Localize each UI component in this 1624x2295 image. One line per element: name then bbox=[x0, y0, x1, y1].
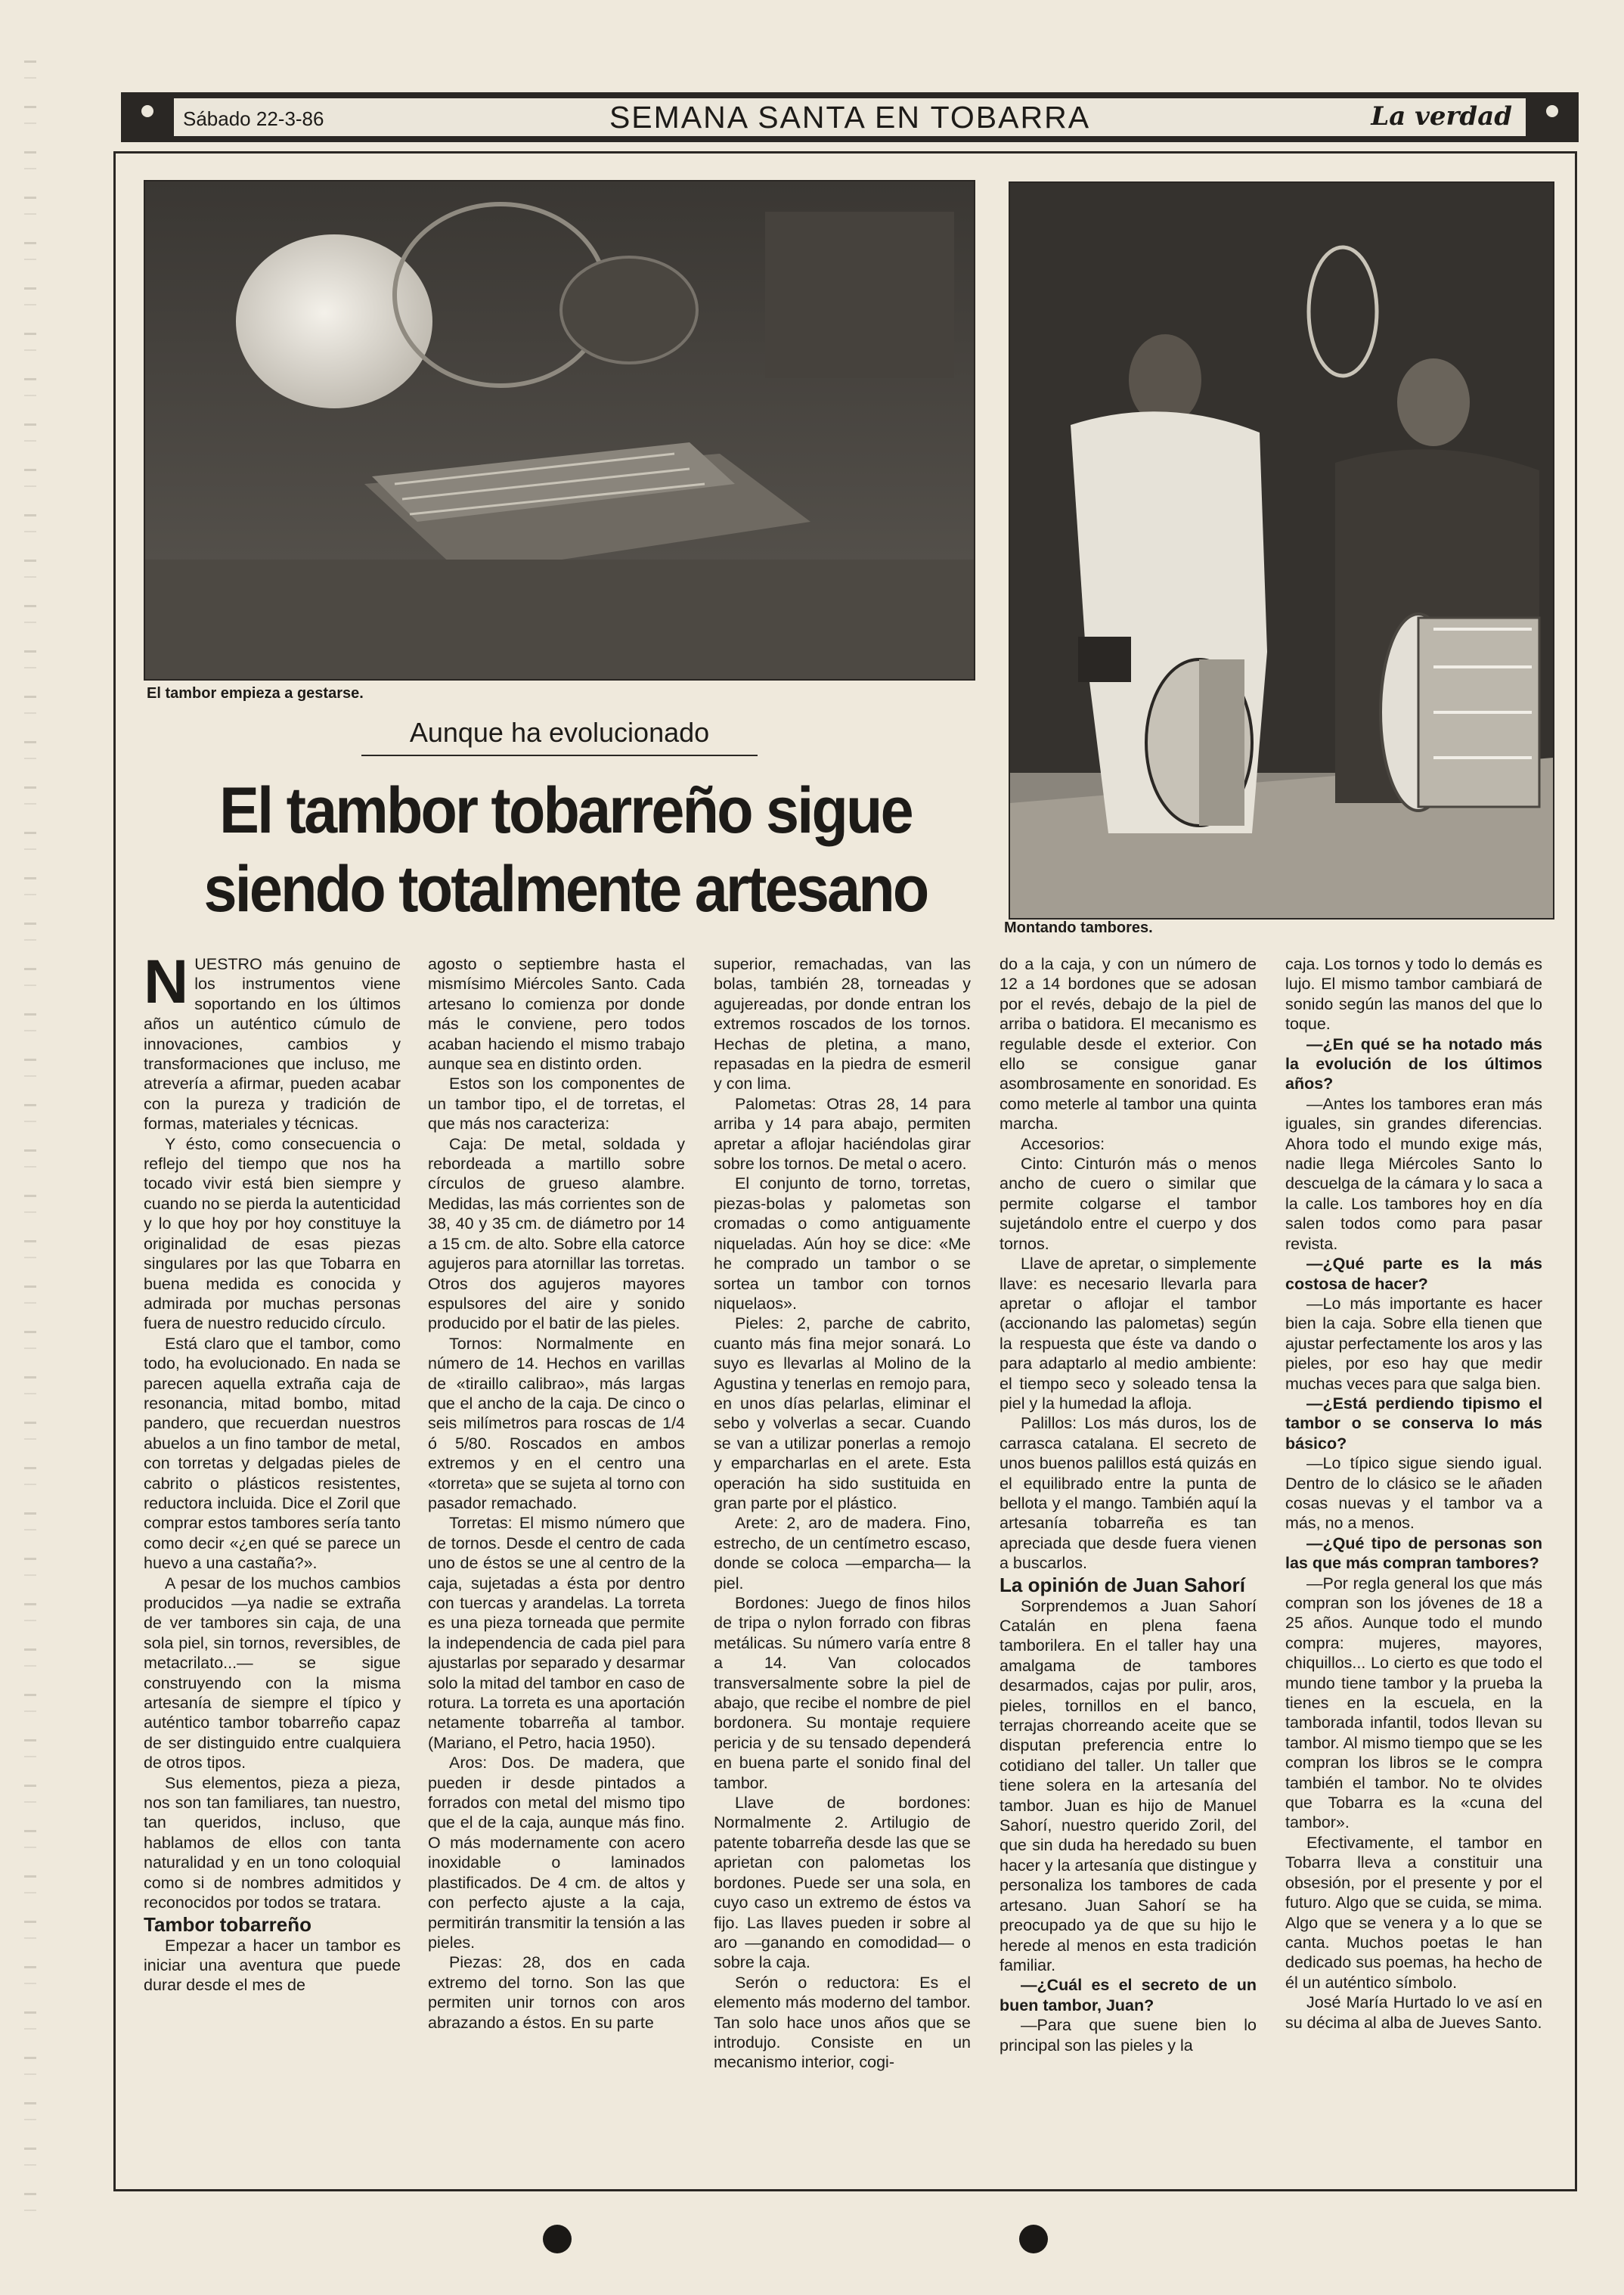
header-section-title: SEMANA SANTA EN TOBARRA bbox=[609, 100, 1091, 135]
paragraph: Bordones: Juego de finos hilos de tripa o nylon forrado con fibras metálicas. Su número varía entre 8 a 14. Van colocados transversalmente sobre la piel de abajo, que recibe el nombre de piel bordonera. Su montaje requiere pericia y de su tensado dependerá en buena parte el sonido final del tambor. bbox=[714, 1594, 971, 1792]
paragraph: Caja: De metal, soldada y rebordeada a martillo sobre círculos de grueso alambre. Medidas, las más corrientes son de 38, 40 y 35 cm. de diámetro por 14 a 15 cm. de alto. Sobre ella catorce agujeros para atornillar las torretas. Otros dos agujeros mayores espulsores del aire y sonido producido por el batir de las pieles. bbox=[428, 1134, 685, 1333]
interview-answer: —Antes los tambores eran más iguales, sin grandes diferencias. Ahora todo el mundo exige más, nadie llega Miércoles Santo lo descuelga de la cámara y lo saca a la calle. Los tambores hoy en día salen todos como para pasar revista. bbox=[1285, 1094, 1542, 1253]
article-column-3 bbox=[714, 954, 971, 2073]
paragraph: agosto o septiembre hasta el mismísimo Miércoles Santo. Cada artesano lo comienza por donde más le conviene, pero todos acaban haciendo el mismo trabajo aunque sea en distinto orden. bbox=[428, 955, 685, 1074]
newspaper-logo: La verdad bbox=[1371, 101, 1512, 132]
paragraph: Tornos: Normalmente en número de 14. Hechos en varillas de «tiraillo calibrao», más largas que el ancho de la caja. De cinco o seis milímetros para roscas de 1/4 ó 5/80. Roscados en ambos extremos y en el centro una «torreta» que se sujeta al torno con pasador remachado. bbox=[428, 1334, 685, 1512]
paragraph: Aros: Dos. De madera, que pueden ir desde pintados a forrados con metal del mismo tipo que el de la caja, aunque más fino. O más modernamente con acero inoxidable o laminados plastificados. De 4 cm. de altos y con perfecto ajuste a la caja, permitirán transmitir la tensión a las pieles. bbox=[428, 1754, 685, 1952]
paragraph: Torretas: El mismo número que de tornos. Desde el centro de cada uno de éstos se une al centro de la caja, sujetadas a ésta por dentro con tuercas y arandelas. La torreta es una pieza torneada que permite la independencia de cada piel para ajustarlas por separado y desarmar solo la mitad del tambor en caso de rotura. La torreta es una aportación netamente tobarreña al tambor. (Mariano, el Petro, hacia 1950). bbox=[428, 1514, 685, 1752]
interview-question bbox=[1285, 1534, 1542, 1574]
subheading-la-opinion: La opinión de Juan Sahorí bbox=[1000, 1573, 1246, 1596]
punch-hole bbox=[543, 2225, 572, 2253]
paragraph: Piezas: 28, dos en cada extremo del torno. Son las que permiten unir tornos con aros abrazando a éstos. En su parte bbox=[428, 1953, 685, 2032]
paragraph: Arete: 2, aro de madera. Fino, estrecho, de un centímetro escaso, donde se coloca —emparcha— la piel. bbox=[714, 1514, 971, 1593]
interview-question bbox=[1285, 1394, 1542, 1453]
paragraph: Y ésto, como consecuencia o reflejo del tiempo que nos ha tocado vivir está bien siempre y cuando no se pierda la autenticidad y lo que hoy por hoy constituye la originalidad de esas piezas singulares por las que Tobarra en buena medida es conocida y admirada por muchas personas fuera de nuestro reducido círculo. bbox=[144, 1134, 401, 1333]
paragraph: Llave de apretar, o simplemente llave: es necesario llevarla para apretar o aflojar el tambor (accionando las palometas) según la respuesta que éste va dando o para adaptarlo al medio ambiente: el tiempo seco y soleado tensa la piel y la humedad la afloja. bbox=[1000, 1254, 1257, 1413]
paragraph: José María Hurtado lo ve así en su décima al alba de Jueves Santo. bbox=[1285, 1993, 1542, 2032]
paragraph: Accesorios: bbox=[1021, 1134, 1105, 1153]
paragraph: El conjunto de torno, torretas, piezas-bolas y palometas son cromadas o como antiguamente niqueladas. Aún hoy se dice: «Me he comprado un tambor o se sortea un tambor con tornos niquelaos». bbox=[714, 1174, 971, 1313]
headline-line-2: siendo totalmente artesano bbox=[203, 853, 928, 926]
paragraph: Sus elementos, pieza a pieza, nos son tan familiares, tan nuestro, tan queridos, incluso, que hablamos de ellos con tanta naturalidad y en un tono coloquial como si de nombres admitidos y reconocidos por todos se tratara. bbox=[144, 1773, 401, 1912]
paragraph-text: UESTRO más genuino de los instrumentos viene soportando en los últimos años un auténtico cúmulo de innovaciones, cambios y transformaciones que incluso, me atrevería a afirmar, pueden acabar con la pureza y tradición de formas, materiales y técnicas. bbox=[144, 955, 401, 1134]
article-headline bbox=[175, 771, 956, 929]
question-text: —¿Cuál es el secreto de un buen tambor, Juan? bbox=[1000, 1976, 1257, 2014]
interview-answer: —Lo típico sigue siendo igual. Dentro de lo clásico se le añaden cosas nuevas y el tambor va a más, no a menos. bbox=[1285, 1454, 1542, 1533]
paragraph: caja. Los tornos y todo lo demás es lujo. El mismo tambor cambiará de sonido según las manos del que lo toque. bbox=[1285, 955, 1542, 1034]
article-column-1 bbox=[144, 947, 401, 1996]
photo-drum-workshop bbox=[144, 180, 975, 681]
interview-question bbox=[1000, 1975, 1257, 2015]
headline-line-1: El tambor tobarreño sigue bbox=[219, 774, 912, 847]
question-text: —¿En qué se ha notado más la evolución de los últimos años? bbox=[1285, 1034, 1542, 1093]
paragraph: Palometas: Otras 28, 14 para arriba y 14 para abajo, permiten apretar a aflojar haciéndolas girar sobre los tornos. De metal o acero. bbox=[714, 1094, 971, 1174]
paragraph: Cinto: Cinturón más o menos ancho de cuero o similar que permite colgarse el tambor sujetándolo entre el cuerpo y dos tornos. bbox=[1000, 1155, 1257, 1253]
paragraph: Pieles: 2, parche de cabrito, cuanto más fina mejor sonará. Lo suyo es llevarlas al Molino de la Agustina y tenerlas en remojo para, en unos días pelarlas, eliminar el sebo y volverlas a secar. Cuando se van a utilizar ponerlas a remojo y emparcharlas en el arete. Esta operación ha sido sustituida en gran parte por el plástico. bbox=[714, 1314, 971, 1512]
question-text: —¿Qué tipo de personas son las que más compran tambores? bbox=[1285, 1534, 1542, 1573]
article-column-5 bbox=[1285, 954, 1542, 2033]
article-kicker: Aunque ha evolucionado bbox=[361, 717, 758, 756]
left-photo-caption: El tambor empieza a gestarse. bbox=[147, 685, 364, 702]
paragraph: Efectivamente, el tambor en Tobarra lleva a constituir una obsesión, por el presente y por el futuro. Algo que se cuida, se mima. Algo que se venera y a lo que se canta. Muchos poetas le han dedicado sus poemas, ha hecho de él un auténtico símbolo. bbox=[1285, 1833, 1542, 1992]
paragraph: Serón o reductora: Es el elemento más moderno del tambor. Tan solo hace unos años que se introdujo. Consiste en un mecanismo interior, cogi- bbox=[714, 1973, 971, 2072]
subheading-tambor-tobarreno: Tambor tobarreño bbox=[144, 1912, 311, 1936]
interview-question bbox=[1285, 1034, 1542, 1094]
paragraph: Está claro que el tambor, como todo, ha evolucionado. En nada se parecen aquella extraña caja de resonancia, mitad bombo, mitad pandero, que recuerdan nuestros abuelos a un fino tambor de metal, con torretas y delgadas pieles de cabrito o plásticos resistentes, reductora incluida. Dice el Zoril que comprar estos tambores sería tanto como decir «¿en qué se parece un huevo a una castaña?». bbox=[144, 1334, 401, 1573]
article-column-4 bbox=[1000, 954, 1257, 2055]
scan-edge-artifact bbox=[24, 60, 36, 2223]
interview-answer: —Para que suene bien lo principal son las pieles y la bbox=[1000, 2016, 1257, 2055]
photo-mounting-drums bbox=[1009, 181, 1554, 920]
drop-cap: N bbox=[144, 947, 189, 1016]
paragraph bbox=[144, 947, 401, 1134]
right-photo-caption: Montando tambores. bbox=[1004, 920, 1153, 936]
paragraph: Estos son los componentes de un tambor tipo, el de torretas, el que más nos caracteriza: bbox=[428, 1075, 685, 1134]
page-header bbox=[121, 92, 1579, 142]
article-column-2 bbox=[428, 954, 685, 2033]
paragraph: Sorprendemos a Juan Sahorí Catalán en plena faena tamborilera. En el taller hay una amalgama de tambores desarmados, cajas por pulir, aros, pieles, tornillos en el banco, terrajas chorreando aceite que se disputan preferencia entre lo cotidiano del taller. Un taller que tiene solera en la artesanía del tambor. Juan es hijo de Manuel Sahorí, nuestro querido Zoril, del que sin duda ha heredado su buen hacer y la artesanía que distingue y personaliza los tambores de cada artesano. Juan Sahorí se ha preocupado ya de que su hijo le herede al menos en esta tradición familiar. bbox=[1000, 1596, 1257, 1974]
interview-answer: —Lo más importante es hacer bien la caja. Sobre ella tienen que ajustar perfectamente los aros y las pieles, por eso hay que medir muchas veces para que salga bien. bbox=[1285, 1294, 1542, 1393]
paragraph: A pesar de los muchos cambios producidos —ya nadie se extraña de ver tambores sin caja, de una sola piel, sin tornos, reversibles, de metacrilato...— se sigue construyendo con la misma artesanía de siempre el típico y auténtico tambor tobarreño capaz de ser distinguido entre cualquiera de otros tipos. bbox=[144, 1574, 401, 1772]
paragraph: Llave de bordones: Normalmente 2. Artilugio de patente tobarreña desde las que se aprietan con palometas los bordones. Puede ser una sola, en cuyo caso un extremo de éstos va fijo. Las llaves pueden ir sobre al aro —ganando en comodidad— o sobre la caja. bbox=[714, 1794, 971, 1972]
paragraph: do a la caja, y con un número de 12 a 14 bordones que se adosan por el revés, debajo de la piel de arriba o batidora. El mecanismo es regulable desde el exterior. Con ello se consigue ganar asombrosamente en sonoridad. Es como meterle al tambor una quinta marcha. bbox=[1000, 955, 1257, 1134]
paragraph: Empezar a hacer un tambor es iniciar una aventura que puede durar desde el mes de bbox=[144, 1936, 401, 1995]
paragraph: superior, remachadas, van las bolas, también 28, torneadas y agujereadas, por donde entran los extremos roscados de los tornos. Hechas de pletina, a mano, repasadas en la piedra de esmeril y con lima. bbox=[714, 955, 971, 1093]
header-date: Sábado 22-3-86 bbox=[183, 107, 324, 130]
question-text: —¿Qué parte es la más costosa de hacer? bbox=[1285, 1254, 1542, 1293]
paragraph: Palillos: Los más duros, los de carrasca catalana. El secreto de unos buenos palillos está quizás en el equilibrado entre la punta de bellota y el mango. También aquí la artesanía tobarreña es tan apreciada que desde fuera vienen a buscarlos. bbox=[1000, 1414, 1257, 1573]
question-text: —¿Está perdiendo tipismo el tambor o se conserva lo más básico? bbox=[1285, 1394, 1542, 1453]
interview-question bbox=[1285, 1254, 1542, 1294]
interview-answer: —Por regla general los que más compran son los jóvenes de 18 a 25 años. Aunque todo el mundo compra: mujeres, mayores, chiquillos... Lo cierto es que todo el mundo tiene tambor y la prueba la tienes en la escuela, en la tamborada infantil, todos llevan su tambor. Al mismo tiempo que se les compran los libros se le compra también el tambor. No te olvides que Tobarra es la «cuna del tambor». bbox=[1285, 1574, 1542, 1832]
punch-hole bbox=[1019, 2225, 1048, 2253]
